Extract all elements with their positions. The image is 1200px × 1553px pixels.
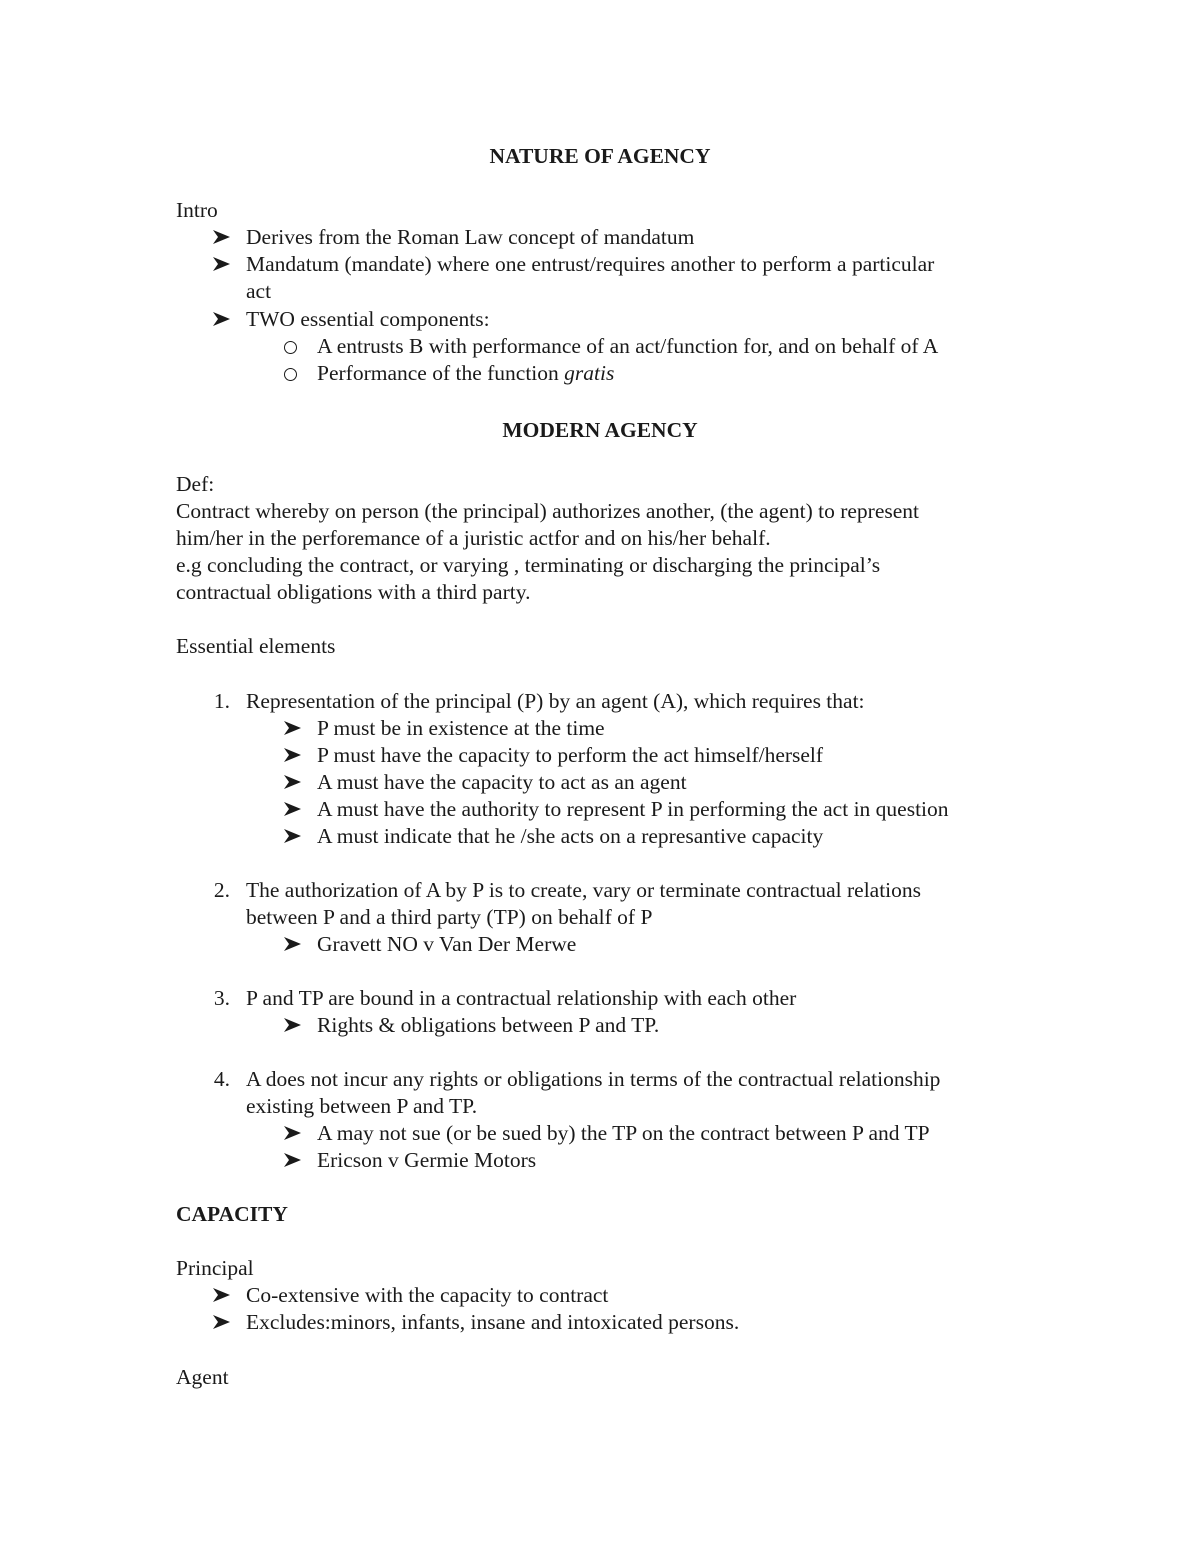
list-number: 1.	[213, 689, 230, 713]
list-sub-bullet: A must indicate that he /she acts on a represantive capacity	[317, 824, 824, 848]
def-line: him/her in the perforemance of a juristic actfor and on his/her behalf.	[176, 526, 771, 550]
list-number: 2.	[213, 878, 230, 902]
modern-title: MODERN AGENCY	[502, 418, 698, 442]
list-number: 4.	[213, 1067, 230, 1091]
sub-bullet: A entrusts B with performance of an act/function for, and on behalf of A	[317, 334, 939, 358]
circle-bullet-icon	[284, 341, 297, 354]
list-sub-bullet: Gravett NO v Van Der Merwe	[317, 932, 577, 956]
list-sub-bullet: A may not sue (or be sued by) the TP on the contract between P and TP	[317, 1121, 930, 1145]
list-sub-bullet: Ericson v Germie Motors	[317, 1148, 537, 1172]
agent-label: Agent	[176, 1365, 229, 1389]
principal-bullet: Co-extensive with the capacity to contract	[246, 1283, 609, 1307]
arrow-bullet-icon	[283, 774, 302, 790]
arrow-bullet-icon	[283, 801, 302, 817]
arrow-bullet-icon	[212, 256, 231, 272]
arrow-bullet-icon	[283, 1125, 302, 1141]
nature-title: NATURE OF AGENCY	[489, 144, 711, 168]
intro-bullet-continuation: act	[246, 279, 272, 303]
list-sub-bullet: P must have the capacity to perform the act himself/herself	[317, 743, 824, 767]
arrow-bullet-icon	[212, 1287, 231, 1303]
sub-bullet	[317, 360, 614, 387]
list-item-text: P and TP are bound in a contractual relationship with each other	[246, 986, 797, 1010]
def-line: e.g concluding the contract, or varying , terminating or discharging the principal’s	[176, 553, 881, 577]
arrow-bullet-icon	[283, 720, 302, 736]
list-item-text: A does not incur any rights or obligations in terms of the contractual relationship	[246, 1067, 941, 1091]
principal-bullet: Excludes:minors, infants, insane and intoxicated persons.	[246, 1310, 740, 1334]
list-sub-bullet: A must have the capacity to act as an agent	[317, 770, 687, 794]
arrow-bullet-icon	[283, 1152, 302, 1168]
def-line: Contract whereby on person (the principal) authorizes another, (the agent) to represent	[176, 499, 919, 523]
list-item-text: The authorization of A by P is to create, vary or terminate contractual relations	[246, 878, 922, 902]
intro-bullet: Mandatum (mandate) where one entrust/requires another to perform a particular	[246, 252, 935, 276]
arrow-bullet-icon	[283, 1017, 302, 1033]
list-number: 3.	[213, 986, 230, 1010]
intro-bullet: TWO essential components:	[246, 307, 490, 331]
principal-label: Principal	[176, 1256, 254, 1280]
essential-label: Essential elements	[176, 634, 336, 658]
arrow-bullet-icon	[283, 747, 302, 763]
arrow-bullet-icon	[212, 1314, 231, 1330]
arrow-bullet-icon	[283, 936, 302, 952]
intro-bullet: Derives from the Roman Law concept of mandatum	[246, 225, 695, 249]
list-sub-bullet: A must have the authority to represent P in performing the act in question	[317, 797, 949, 821]
def-line: contractual obligations with a third party.	[176, 580, 531, 604]
intro-label: Intro	[176, 198, 218, 222]
arrow-bullet-icon	[212, 229, 231, 245]
arrow-bullet-icon	[283, 828, 302, 844]
list-sub-bullet: P must be in existence at the time	[317, 716, 605, 740]
sub-bullet-text: Performance of the function	[317, 361, 565, 385]
list-item-text: between P and a third party (TP) on behalf of P	[246, 905, 653, 929]
capacity-title: CAPACITY	[176, 1202, 288, 1226]
list-item-text: Representation of the principal (P) by an agent (A), which requires that:	[246, 689, 865, 713]
def-label: Def:	[176, 472, 215, 496]
circle-bullet-icon	[284, 368, 297, 381]
list-item-text: existing between P and TP.	[246, 1094, 478, 1118]
arrow-bullet-icon	[212, 311, 231, 327]
gratis-emphasis: gratis	[564, 361, 615, 385]
list-sub-bullet: Rights & obligations between P and TP.	[317, 1013, 660, 1037]
